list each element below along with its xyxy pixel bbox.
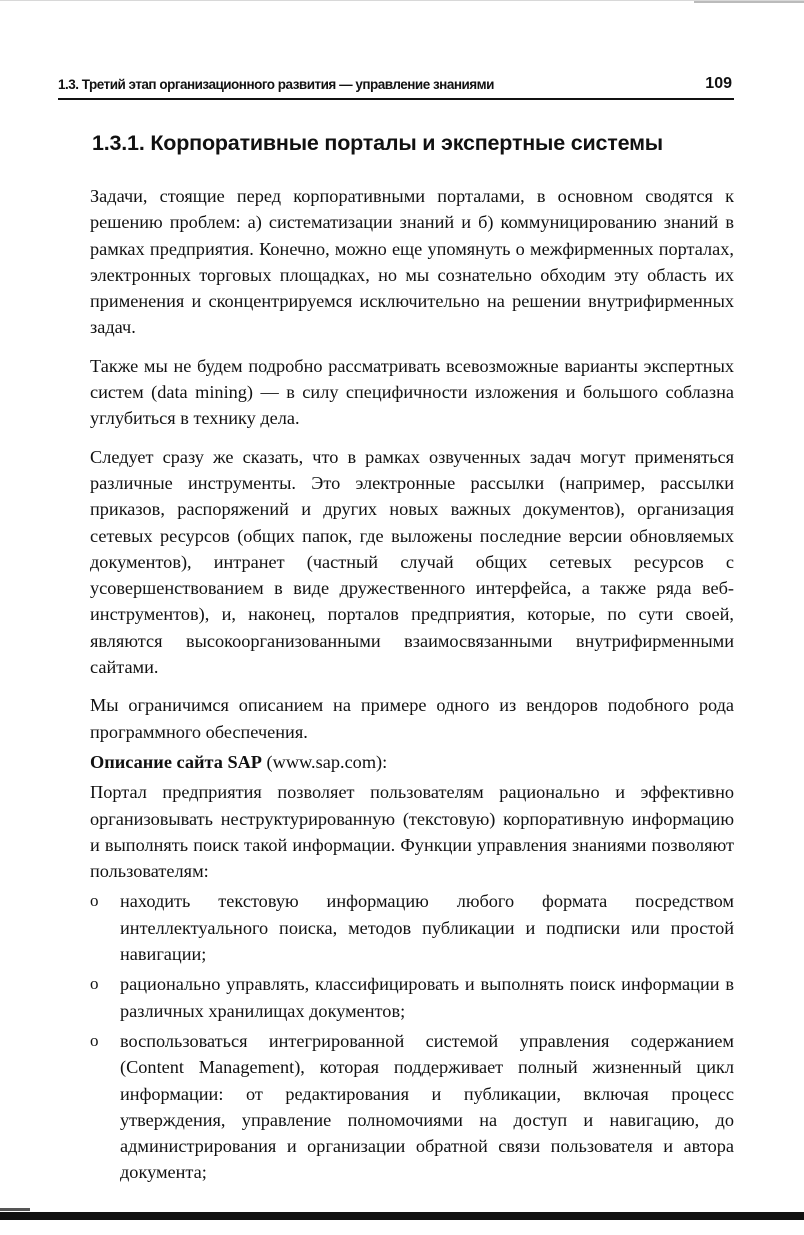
- list-item: [90, 888, 734, 967]
- list-item-text: рационально управлять, классифицировать и выполнять поиск информации в различных хранилищах документов;: [120, 974, 734, 1021]
- body-text: [90, 183, 734, 1190]
- bullet-marker: o: [90, 891, 99, 911]
- sap-label-bold: Описание сайта SAP: [90, 751, 262, 772]
- section-title: 1.3.1. Корпоративные порталы и экспертные системы: [92, 131, 663, 155]
- page-number: 109: [705, 75, 732, 92]
- list-item: [90, 971, 734, 1024]
- running-header-title: 1.3. Третий этап организационного развития — управление знаниями: [58, 77, 494, 92]
- scan-edge-top: [0, 0, 804, 15]
- scan-edge-bottom: [0, 1212, 804, 1220]
- sap-url: (www.sap.com):: [261, 751, 388, 772]
- paragraph: Также мы не будем подробно рассматривать всевозможные варианты экспертных систем (data mining) — в силу специфичности изложения и большого соблазна углубиться в технику дела.: [90, 355, 734, 429]
- paragraph: Мы ограничимся описанием на примере одного из вендоров подобного рода программного обеспечения.: [90, 695, 734, 742]
- running-header: [58, 74, 734, 100]
- feature-list: [90, 888, 734, 1185]
- sap-intro-paragraph: Портал предприятия позволяет пользователям рационально и эффективно организовывать неструктурированную (текстовую) корпоративную информацию и выполнять поиск такой информации. Функции управления знаниями позволяют пользователям:: [90, 782, 734, 882]
- list-item-text: находить текстовую информацию любого формата посредством интеллектуального поиска, методов публикации и подписки или простой навигации;: [120, 891, 734, 965]
- list-item-text: воспользоваться интегрированной системой управления содержанием (Content Management), которая поддерживает полный жизненный цикл информации: от редактирования и публикации, включая процесс утверждения, управление полномочиями на доступ и навигацию, до администрирования и организации обратной связи пользователя и автора документа;: [120, 1030, 734, 1183]
- paragraph: Следует сразу же сказать, что в рамках озвученных задач могут применяться различные инструменты. Это электронные рассылки (например, рассылки приказов, распоряжений и других новых важных документов), организация сетевых ресурсов (общих папок, где выложены последние версии обновляемых документов), интранет (частный случай общих сетевых ресурсов с усовершенствованием в виде дружественного интерфейса, а также ряда веб-инструментов), и, наконец, порталов предприятия, которые, по сути своей, являются высокоорганизованными взаимосвязанными внутрифирменными сайтами.: [90, 446, 734, 678]
- sap-description-label: [90, 749, 734, 775]
- paragraph: Задачи, стоящие перед корпоративными порталами, в основном сводятся к решению проблем: а) систематизации знаний и б) коммуницированию знаний в рамках предприятия. Конечно, можно еще упомянуть о межфирменных порталах, электронных торговых площадках, но мы сознательно обходим эту область их применения и сконцентрируемся исключительно на решении внутрифирменных задач.: [90, 186, 734, 338]
- bullet-marker: o: [90, 974, 99, 994]
- bullet-marker: o: [90, 1030, 99, 1050]
- list-item: [90, 1028, 734, 1186]
